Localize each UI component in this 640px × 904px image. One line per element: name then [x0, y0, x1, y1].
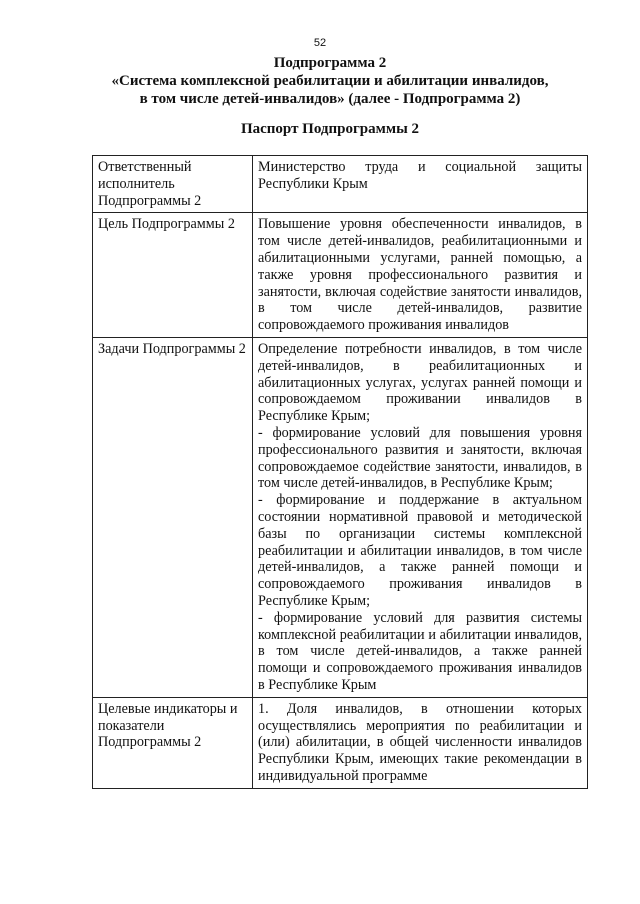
row-label-text: Задачи Подпрограммы 2: [98, 340, 246, 357]
row-value: [253, 213, 588, 338]
table-row: [93, 337, 588, 697]
table-row: [93, 213, 588, 338]
value-paragraph: Министерство труда и социальной защиты Республики Крым: [258, 159, 582, 192]
row-label-text: Ответственный исполнитель Подпрограммы 2: [98, 159, 202, 209]
table-row: [93, 156, 588, 213]
value-paragraph: - формирование условий для повышения уровня профессионального развития и занятости, включая сопровождаемое содействие занятости, инвалидов, в том числе детей-инвалидов, в Республике Крым;: [258, 424, 582, 492]
row-value: [253, 697, 588, 788]
page-number: 52: [313, 37, 327, 49]
value-paragraph: Повышение уровня обеспеченности инвалидов, в том числе детей-инвалидов, реабилитационными и абилитационными услугами, ранней помощью, а также уровня профессионального развития и занятости, включая содействие занятости инвалидов, в том числе детей-инвалидов, развитие сопровождаемого проживания инвалидов: [258, 216, 582, 334]
value-paragraph: - формирование и поддержание в актуальном состоянии нормативной правовой и методической базы по организации системы комплексной реабилитации и абилитации инвалидов, в том числе детей-инвалидов, а также ранней помощи и сопровождаемого проживания инвалидов в Республике Крым;: [258, 492, 582, 609]
subprogram-heading: [60, 54, 600, 108]
row-label-text: Цель Подпрограммы 2: [98, 216, 235, 233]
heading-line-2: «Система комплексной реабилитации и абилитации инвалидов,: [111, 73, 549, 89]
row-label: [93, 697, 253, 788]
table-row: [93, 697, 588, 788]
passport-table: [92, 155, 588, 789]
row-label: [93, 337, 253, 697]
value-paragraph: Определение потребности инвалидов, в том числе детей-инвалидов, в реабилитационных и абилитационных услугах, услугах ранней помощи и сопровождаемом проживании инвалидов в Республике Крым;: [258, 340, 582, 425]
row-label-text: Целевые индикаторы и показатели Подпрограммы 2: [98, 700, 238, 751]
row-label: [93, 156, 253, 213]
row-value: [253, 337, 588, 697]
row-label: [93, 213, 253, 338]
row-value: [253, 156, 588, 213]
heading-line-3: в том числе детей-инвалидов» (далее - Подпрограмма 2): [139, 91, 521, 107]
value-paragraph: - формирование условий для развития системы комплексной реабилитации и абилитации инвалидов, в том числе детей-инвалидов, а также ранней помощи и сопровождаемого проживания инвалидов в Республике Крым: [258, 609, 582, 693]
passport-title: Паспорт Подпрограммы 2: [240, 121, 420, 137]
value-paragraph: 1. Доля инвалидов, в отношении которых осуществлялись мероприятия по реабилитации и (или) абилитации, в общей численности инвалидов Республики Крым, имеющих такие рекомендации в индивидуальной программе: [258, 700, 582, 784]
heading-line-1: Подпрограмма 2: [273, 55, 387, 71]
